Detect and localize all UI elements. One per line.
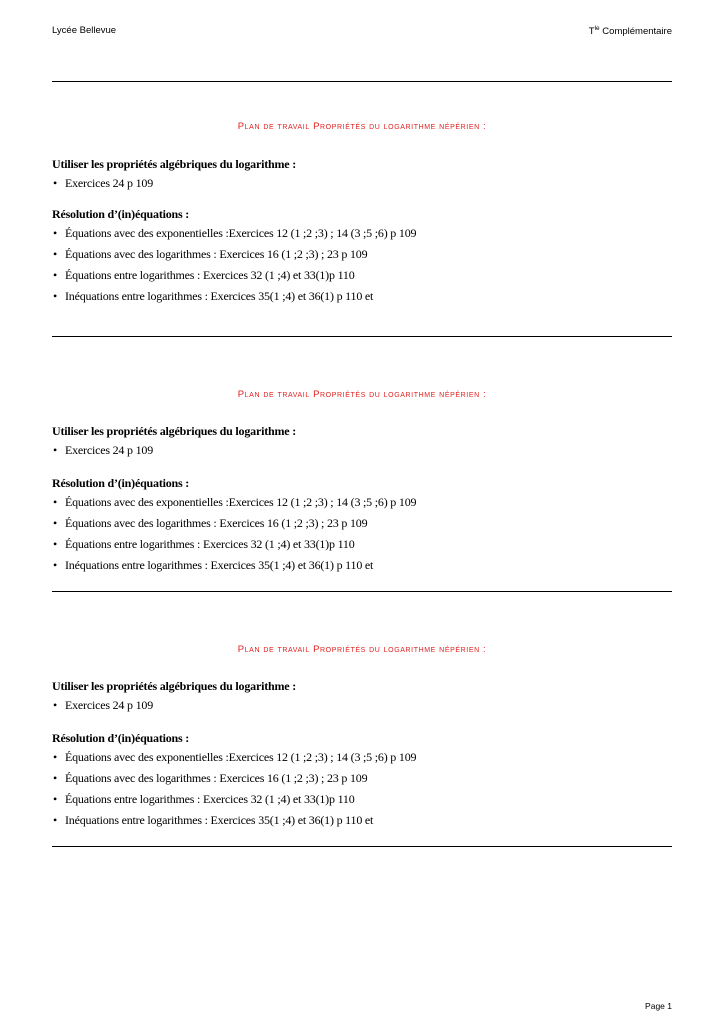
list-item: • Équations avec des logarithmes : Exercices 16 (1 ;2 ;3) ; 23 p 109 [52,768,672,789]
page-number: Page 1 [645,1001,672,1011]
section-heading: Utiliser les propriétés algébriques du logarithme : [52,679,297,693]
list-item: • Équations avec des exponentielles :Exercices 12 (1 ;2 ;3) ; 14 (3 ;5 ;6) p 109 [52,492,672,513]
sheet-title: Plan de travail Propriétés du logarithme népérien : [237,121,487,132]
bullet-icon: • [53,443,58,457]
work-plan-sheet [52,120,672,307]
exercise-list [52,492,672,576]
class-sup: le [594,25,600,32]
class-name: Complémentaire [599,26,672,37]
bullet-icon: • [53,176,58,190]
list-item: • Équations avec des logarithmes : Exercices 16 (1 ;2 ;3) ; 23 p 109 [52,513,672,534]
bullet-icon: • [53,698,58,712]
bullet-icon: • [53,792,58,806]
work-plan-sheet [52,388,672,576]
bullet-icon: • [53,289,58,303]
divider [52,81,672,82]
bullet-icon: • [53,495,58,509]
section-heading: Résolution d’(in)équations : [52,731,190,745]
list-item: • Inéquations entre logarithmes : Exercices 35(1 ;4) et 36(1) p 110 et [52,810,672,831]
bullet-icon: • [53,813,58,827]
class-num: T [588,26,595,37]
list-item: • Inéquations entre logarithmes : Exercices 35(1 ;4) et 36(1) p 110 et [52,555,672,576]
exercise-list [52,747,672,831]
list-item: • Inéquations entre logarithmes : Exercices 35(1 ;4) et 36(1) p 110 et [52,286,672,307]
list-item: • Équations avec des exponentielles :Exercices 12 (1 ;2 ;3) ; 14 (3 ;5 ;6) p 109 [52,223,672,244]
exercise-list [52,223,672,307]
list-item: • Exercices 24 p 109 [52,440,672,461]
list-item: • Équations entre logarithmes : Exercices 32 (1 ;4) et 33(1)p 110 [52,265,672,286]
bullet-icon: • [53,247,58,261]
list-item: • Équations avec des exponentielles :Exercices 12 (1 ;2 ;3) ; 14 (3 ;5 ;6) p 109 [52,747,672,768]
exercise-list [52,695,672,716]
divider [52,846,672,847]
section-heading: Utiliser les propriétés algébriques du logarithme : [52,424,297,438]
bullet-icon: • [53,268,58,282]
bullet-icon: • [53,558,58,572]
sheet-title: Plan de travail Propriétés du logarithme népérien : [237,644,487,655]
bullet-icon: • [53,750,58,764]
exercise-list [52,173,672,194]
list-item: • Équations entre logarithmes : Exercices 32 (1 ;4) et 33(1)p 110 [52,789,672,810]
bullet-icon: • [53,516,58,530]
list-item: • Équations entre logarithmes : Exercices 32 (1 ;4) et 33(1)p 110 [52,534,672,555]
class-label [589,25,672,37]
bullet-icon: • [53,771,58,785]
section-heading: Utiliser les propriétés algébriques du logarithme : [52,157,297,171]
bullet-icon: • [53,537,58,551]
school-name: Lycée Bellevue [52,25,117,36]
divider [52,336,672,337]
divider [52,591,672,592]
list-item: • Équations avec des logarithmes : Exercices 16 (1 ;2 ;3) ; 23 p 109 [52,244,672,265]
list-item: • Exercices 24 p 109 [52,695,672,716]
bullet-icon: • [53,226,58,240]
exercise-list [52,440,672,461]
work-plan-sheet [52,643,672,831]
section-heading: Résolution d’(in)équations : [52,476,190,490]
section-heading: Résolution d’(in)équations : [52,207,190,221]
list-item: • Exercices 24 p 109 [52,173,672,194]
sheet-title: Plan de travail Propriétés du logarithme népérien : [237,389,487,400]
